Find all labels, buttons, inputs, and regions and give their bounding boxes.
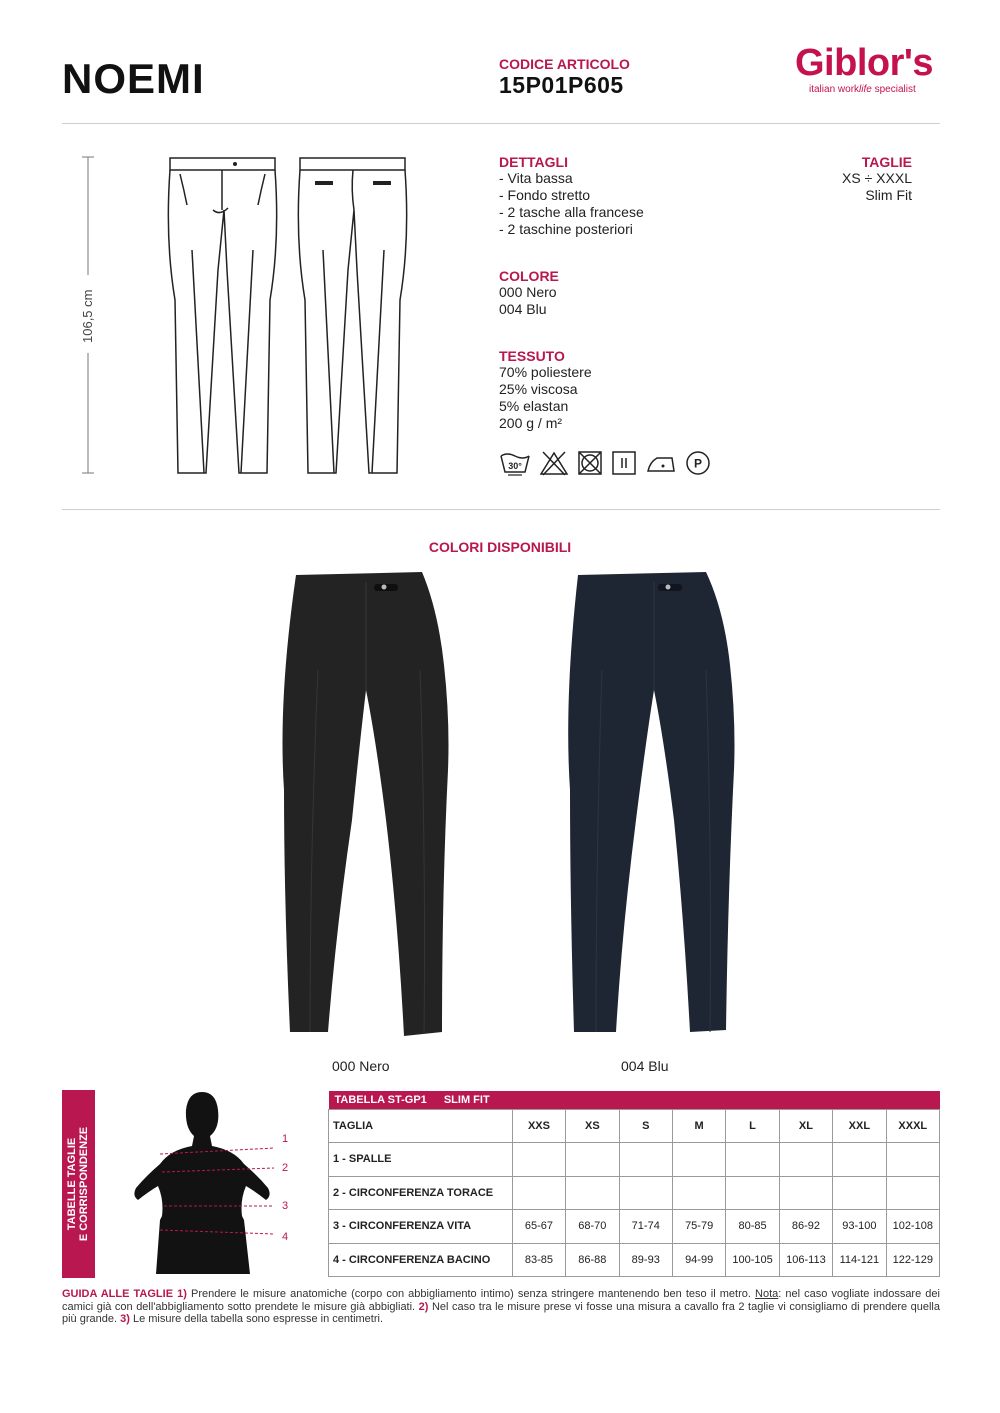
iron-low-icon: [645, 450, 677, 476]
table-cell: [726, 1143, 779, 1177]
swatch-label-blu: 004 Blu: [621, 1058, 669, 1074]
size-column-header: XXL: [833, 1109, 886, 1143]
table-row: [329, 1243, 940, 1277]
details-list: [499, 170, 644, 238]
table-cell: 86-88: [566, 1243, 619, 1277]
measure-point-4: 4: [282, 1231, 289, 1243]
sizes-section: [842, 154, 912, 204]
article-code-label: CODICE ARTICOLO: [499, 56, 630, 72]
size-column-header: M: [672, 1109, 725, 1143]
table-row: [329, 1143, 940, 1177]
detail-item: - 2 tasche alla francese: [499, 204, 644, 220]
size-column-header: XXXL: [886, 1109, 939, 1143]
table-row-label: 2 - CIRCONFERENZA TORACE: [329, 1176, 513, 1210]
wash-30-icon: [499, 450, 531, 476]
table-cell: 75-79: [672, 1210, 725, 1244]
fabric-item: 5% elastan: [499, 398, 569, 414]
color-item: 004 Blu: [499, 301, 547, 317]
table-cell: [886, 1143, 939, 1177]
table-row: [329, 1176, 940, 1210]
no-bleach-icon: [539, 450, 569, 476]
sizes-label: TAGLIE: [861, 154, 912, 170]
table-cell: 93-100: [833, 1210, 886, 1244]
table-cell: [672, 1176, 725, 1210]
size-table-title: TABELLA ST-GP1: [334, 1093, 427, 1106]
table-cell: 106-113: [779, 1243, 832, 1277]
size-column-header: XL: [779, 1109, 832, 1143]
color-section: [499, 268, 559, 318]
measure-point-3: 3: [282, 1200, 289, 1212]
table-row: [329, 1210, 940, 1244]
table-cell: 114-121: [833, 1243, 886, 1277]
table-row-label: 4 - CIRCONFERENZA BACINO: [329, 1243, 513, 1277]
color-list: [499, 284, 559, 318]
table-cell: 83-85: [512, 1243, 565, 1277]
fabric-item: 70% poliestere: [499, 364, 592, 380]
measure-point-1: 1: [282, 1133, 289, 1145]
measure-point-2: 2: [282, 1162, 289, 1174]
header-divider: [62, 123, 940, 124]
table-cell: [566, 1176, 619, 1210]
line-dry-icon: [611, 450, 637, 476]
details-section: [499, 154, 644, 238]
table-cell: [566, 1143, 619, 1177]
pants-photo-blu: [530, 570, 750, 1040]
table-cell: [779, 1176, 832, 1210]
size-table: [328, 1091, 940, 1277]
sizes-fit: Slim Fit: [865, 187, 912, 203]
table-cell: [512, 1176, 565, 1210]
size-guide-text: GUIDA ALLE TAGLIE 1) Prendere le misure anatomiche (corpo con abbigliamento intimo) senza stringere mantenendo ben teso il metro. Nota: nel caso vogliate indossare dei camici già con dell'abbigliamento sotto prendete le misure già abbigliati. 2) Nel caso tra le misure prese vi fosse una misura a cavallo fra 2 taglie vi consigliamo di prendere quella più grande. 3) Le misure della tabella sono espresse in centimetri.: [62, 1288, 940, 1325]
pants-tech-sketch: [160, 150, 420, 480]
detail-item: - Fondo stretto: [499, 187, 591, 203]
size-column-header: XS: [566, 1109, 619, 1143]
size-table-header-row: [329, 1109, 940, 1143]
colors-available-title: COLORI DISPONIBILI: [428, 539, 572, 555]
table-cell: [619, 1143, 672, 1177]
table-cell: [672, 1143, 725, 1177]
size-column-header: S: [619, 1109, 672, 1143]
table-cell: [512, 1143, 565, 1177]
fabric-item: 200 g / m²: [499, 415, 563, 431]
table-cell: 94-99: [672, 1243, 725, 1277]
table-cell: 122-129: [886, 1243, 939, 1277]
care-icons: [499, 450, 711, 476]
size-table-subtitle: SLIM FIT: [443, 1093, 490, 1106]
table-cell: 89-93: [619, 1243, 672, 1277]
size-column-header: L: [726, 1109, 779, 1143]
fabric-label: TESSUTO: [499, 348, 565, 364]
size-guide-title: GUIDA ALLE TAGLIE: [62, 1288, 174, 1300]
article-code-value: 15P01P605: [499, 72, 624, 98]
pants-photo-nero: [270, 570, 470, 1040]
section-divider: [62, 509, 940, 510]
table-cell: 71-74: [619, 1210, 672, 1244]
table-cell: [833, 1176, 886, 1210]
table-cell: 65-67: [512, 1210, 565, 1244]
brand-logo: [795, 44, 945, 95]
fabric-section: [499, 348, 592, 432]
details-label: DETTAGLI: [499, 154, 568, 170]
size-tables-tab: [62, 1090, 95, 1278]
dry-clean-p-icon: [685, 450, 711, 476]
product-title: NOEMI: [62, 55, 205, 102]
table-cell: [779, 1143, 832, 1177]
swatch-label-nero: 000 Nero: [332, 1058, 390, 1074]
detail-item: - Vita bassa: [499, 170, 573, 186]
color-label: COLORE: [499, 268, 559, 284]
table-row-label: 1 - SPALLE: [329, 1143, 513, 1177]
fabric-list: [499, 364, 592, 432]
table-cell: [833, 1143, 886, 1177]
table-cell: [726, 1176, 779, 1210]
body-silhouette: [130, 1088, 275, 1280]
table-cell: 100-105: [726, 1243, 779, 1277]
table-cell: 86-92: [779, 1210, 832, 1244]
size-column-header: XXS: [512, 1109, 565, 1143]
table-row-label: 3 - CIRCONFERENZA VITA: [329, 1210, 513, 1244]
table-cell: [886, 1176, 939, 1210]
svg-text:30°: 30°: [508, 461, 522, 471]
table-cell: 68-70: [566, 1210, 619, 1244]
size-tables-tab-label: TABELLE TAGLIE E CORRISPONDENZE: [66, 1126, 90, 1242]
brand-name: Giblor's: [795, 42, 934, 84]
no-tumble-dry-icon: [577, 450, 603, 476]
fabric-item: 25% viscosa: [499, 381, 578, 397]
svg-text:P: P: [693, 456, 703, 471]
color-item: 000 Nero: [499, 284, 557, 300]
size-table-title-bar: [329, 1091, 940, 1109]
table-cell: [619, 1176, 672, 1210]
table-cell: 80-85: [726, 1210, 779, 1244]
table-cell: 102-108: [886, 1210, 939, 1244]
height-label: 106,5 cm: [80, 289, 95, 343]
detail-item: - 2 taschine posteriori: [499, 221, 633, 237]
brand-tagline: italian worklife specialist: [809, 84, 916, 95]
sizes-range: XS ÷ XXXL: [842, 170, 912, 186]
size-table-header-label: TAGLIA: [329, 1109, 513, 1143]
